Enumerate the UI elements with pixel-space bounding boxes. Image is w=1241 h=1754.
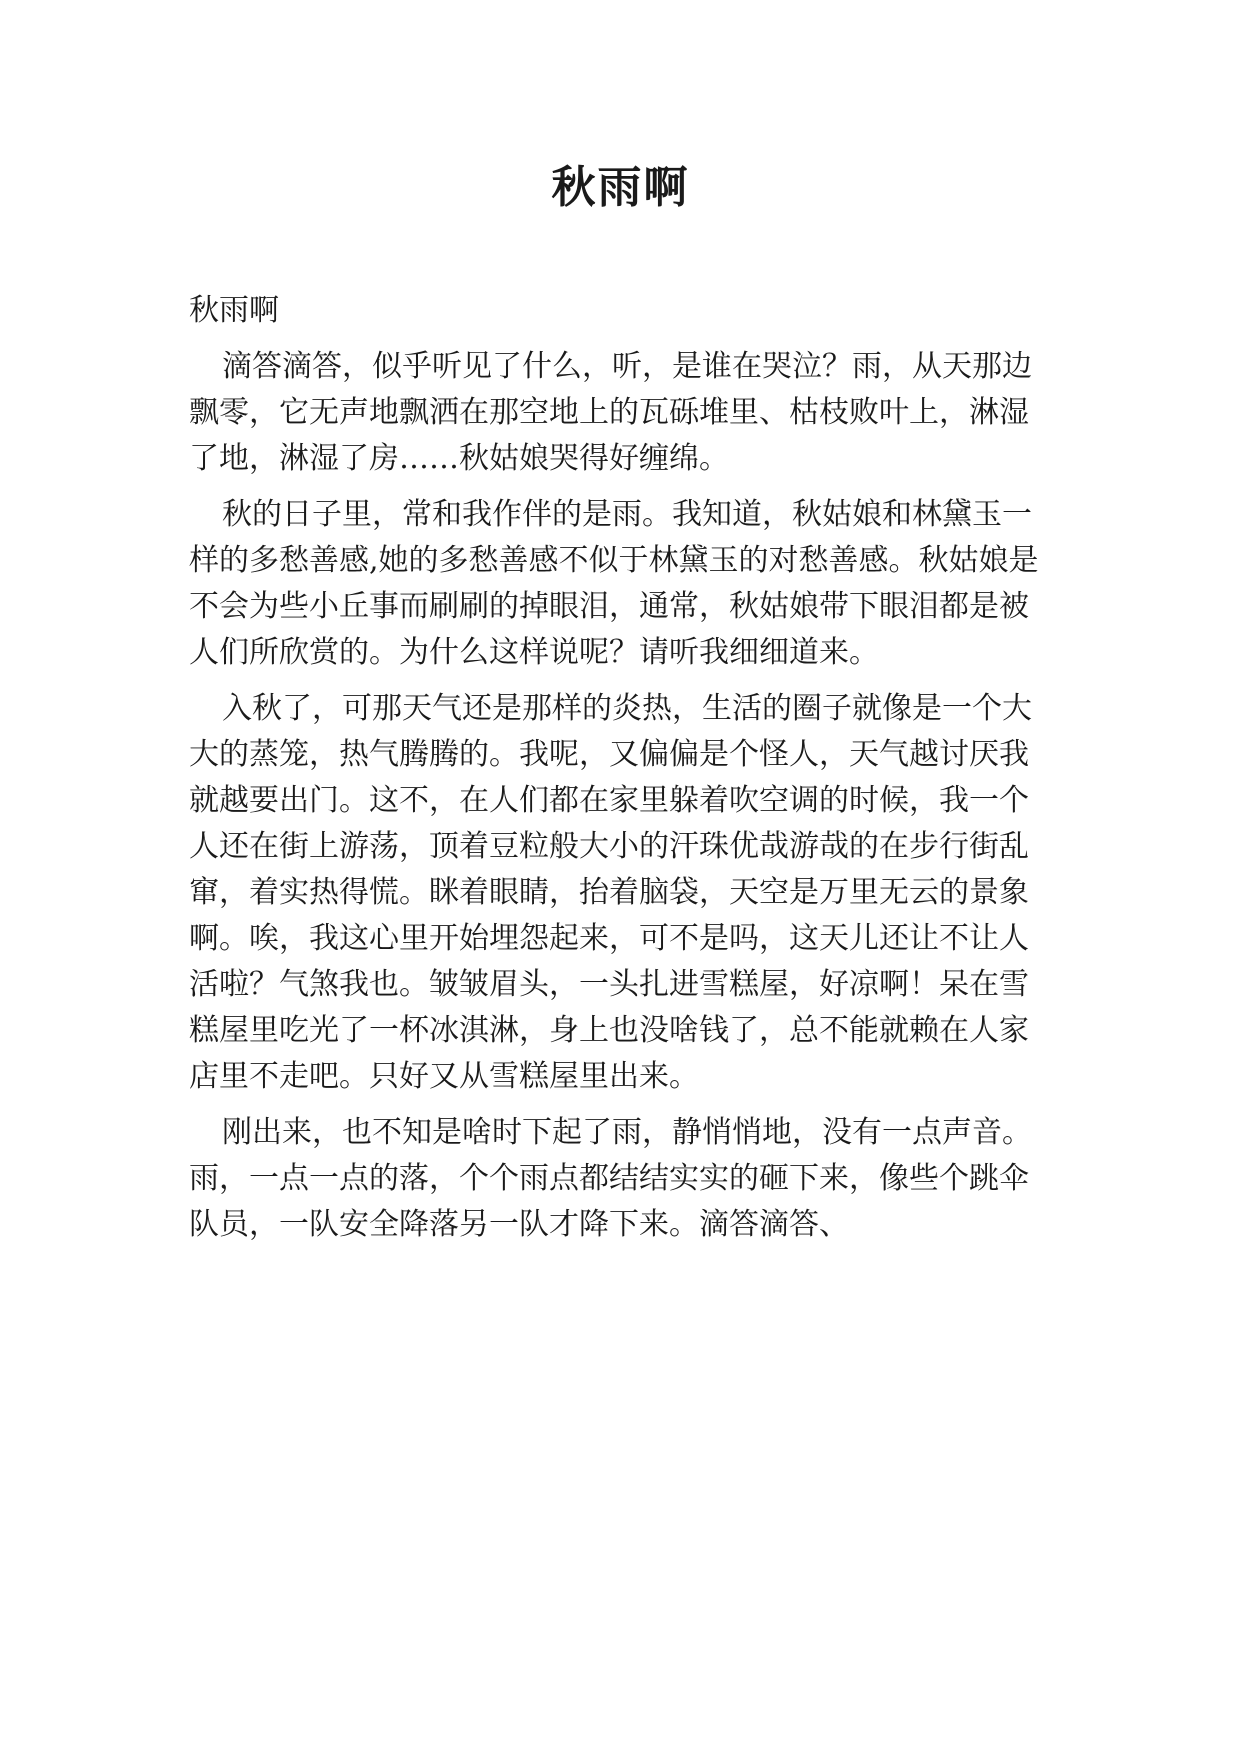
document-body <box>189 288 1052 1258</box>
paragraph-4: 刚出来，也不知是啥时下起了雨，静悄悄地，没有一点声音。雨，一点一点的落，个个雨点都结结实实的砸下来，像些个跳伞队员，一队安全降落另一队才降下来。滴答滴答、 <box>189 1115 1032 1242</box>
paragraph-1: 滴答滴答，似乎听见了什么，听，是谁在哭泣？雨，从天那边飘零，它无声地飘洒在那空地上的瓦砾堆里、枯枝败叶上，淋湿了地，淋湿了房……秋姑娘哭得好缠绵。 <box>189 349 1032 476</box>
paragraph-3: 入秋了，可那天气还是那样的炎热，生活的圈子就像是一个大大的蒸笼，热气腾腾的。我呢，又偏偏是个怪人，天气越讨厌我就越要出门。这不，在人们都在家里躲着吹空调的时候，我一个人还在街上游荡，顶着豆粒般大小的汗珠优哉游哉的在步行街乱窜，着实热得慌。眯着眼睛，抬着脑袋，天空是万里无云的景象啊。唉，我这心里开始埋怨起来，可不是吗，这天儿还让不让人活啦？气煞我也。皱皱眉头，一头扎进雪糕屋，好凉啊！呆在雪糕屋里吃光了一杯冰淇淋，身上也没啥钱了，总不能就赖在人家店里不走吧。只好又从雪糕屋里出来。 <box>189 691 1032 1094</box>
document-subtitle: 秋雨啊 <box>189 293 279 328</box>
document-title: 秋雨啊 <box>551 162 690 213</box>
paragraph-2: 秋的日子里，常和我作伴的是雨。我知道，秋姑娘和林黛玉一样的多愁善感,她的多愁善感不似于林黛玉的对愁善感。秋姑娘是不会为些小丘事而刷刷的掉眼泪，通常，秋姑娘带下眼泪都是被人们所欣赏的。为什么这样说呢？请听我细细道来。 <box>189 497 1039 670</box>
